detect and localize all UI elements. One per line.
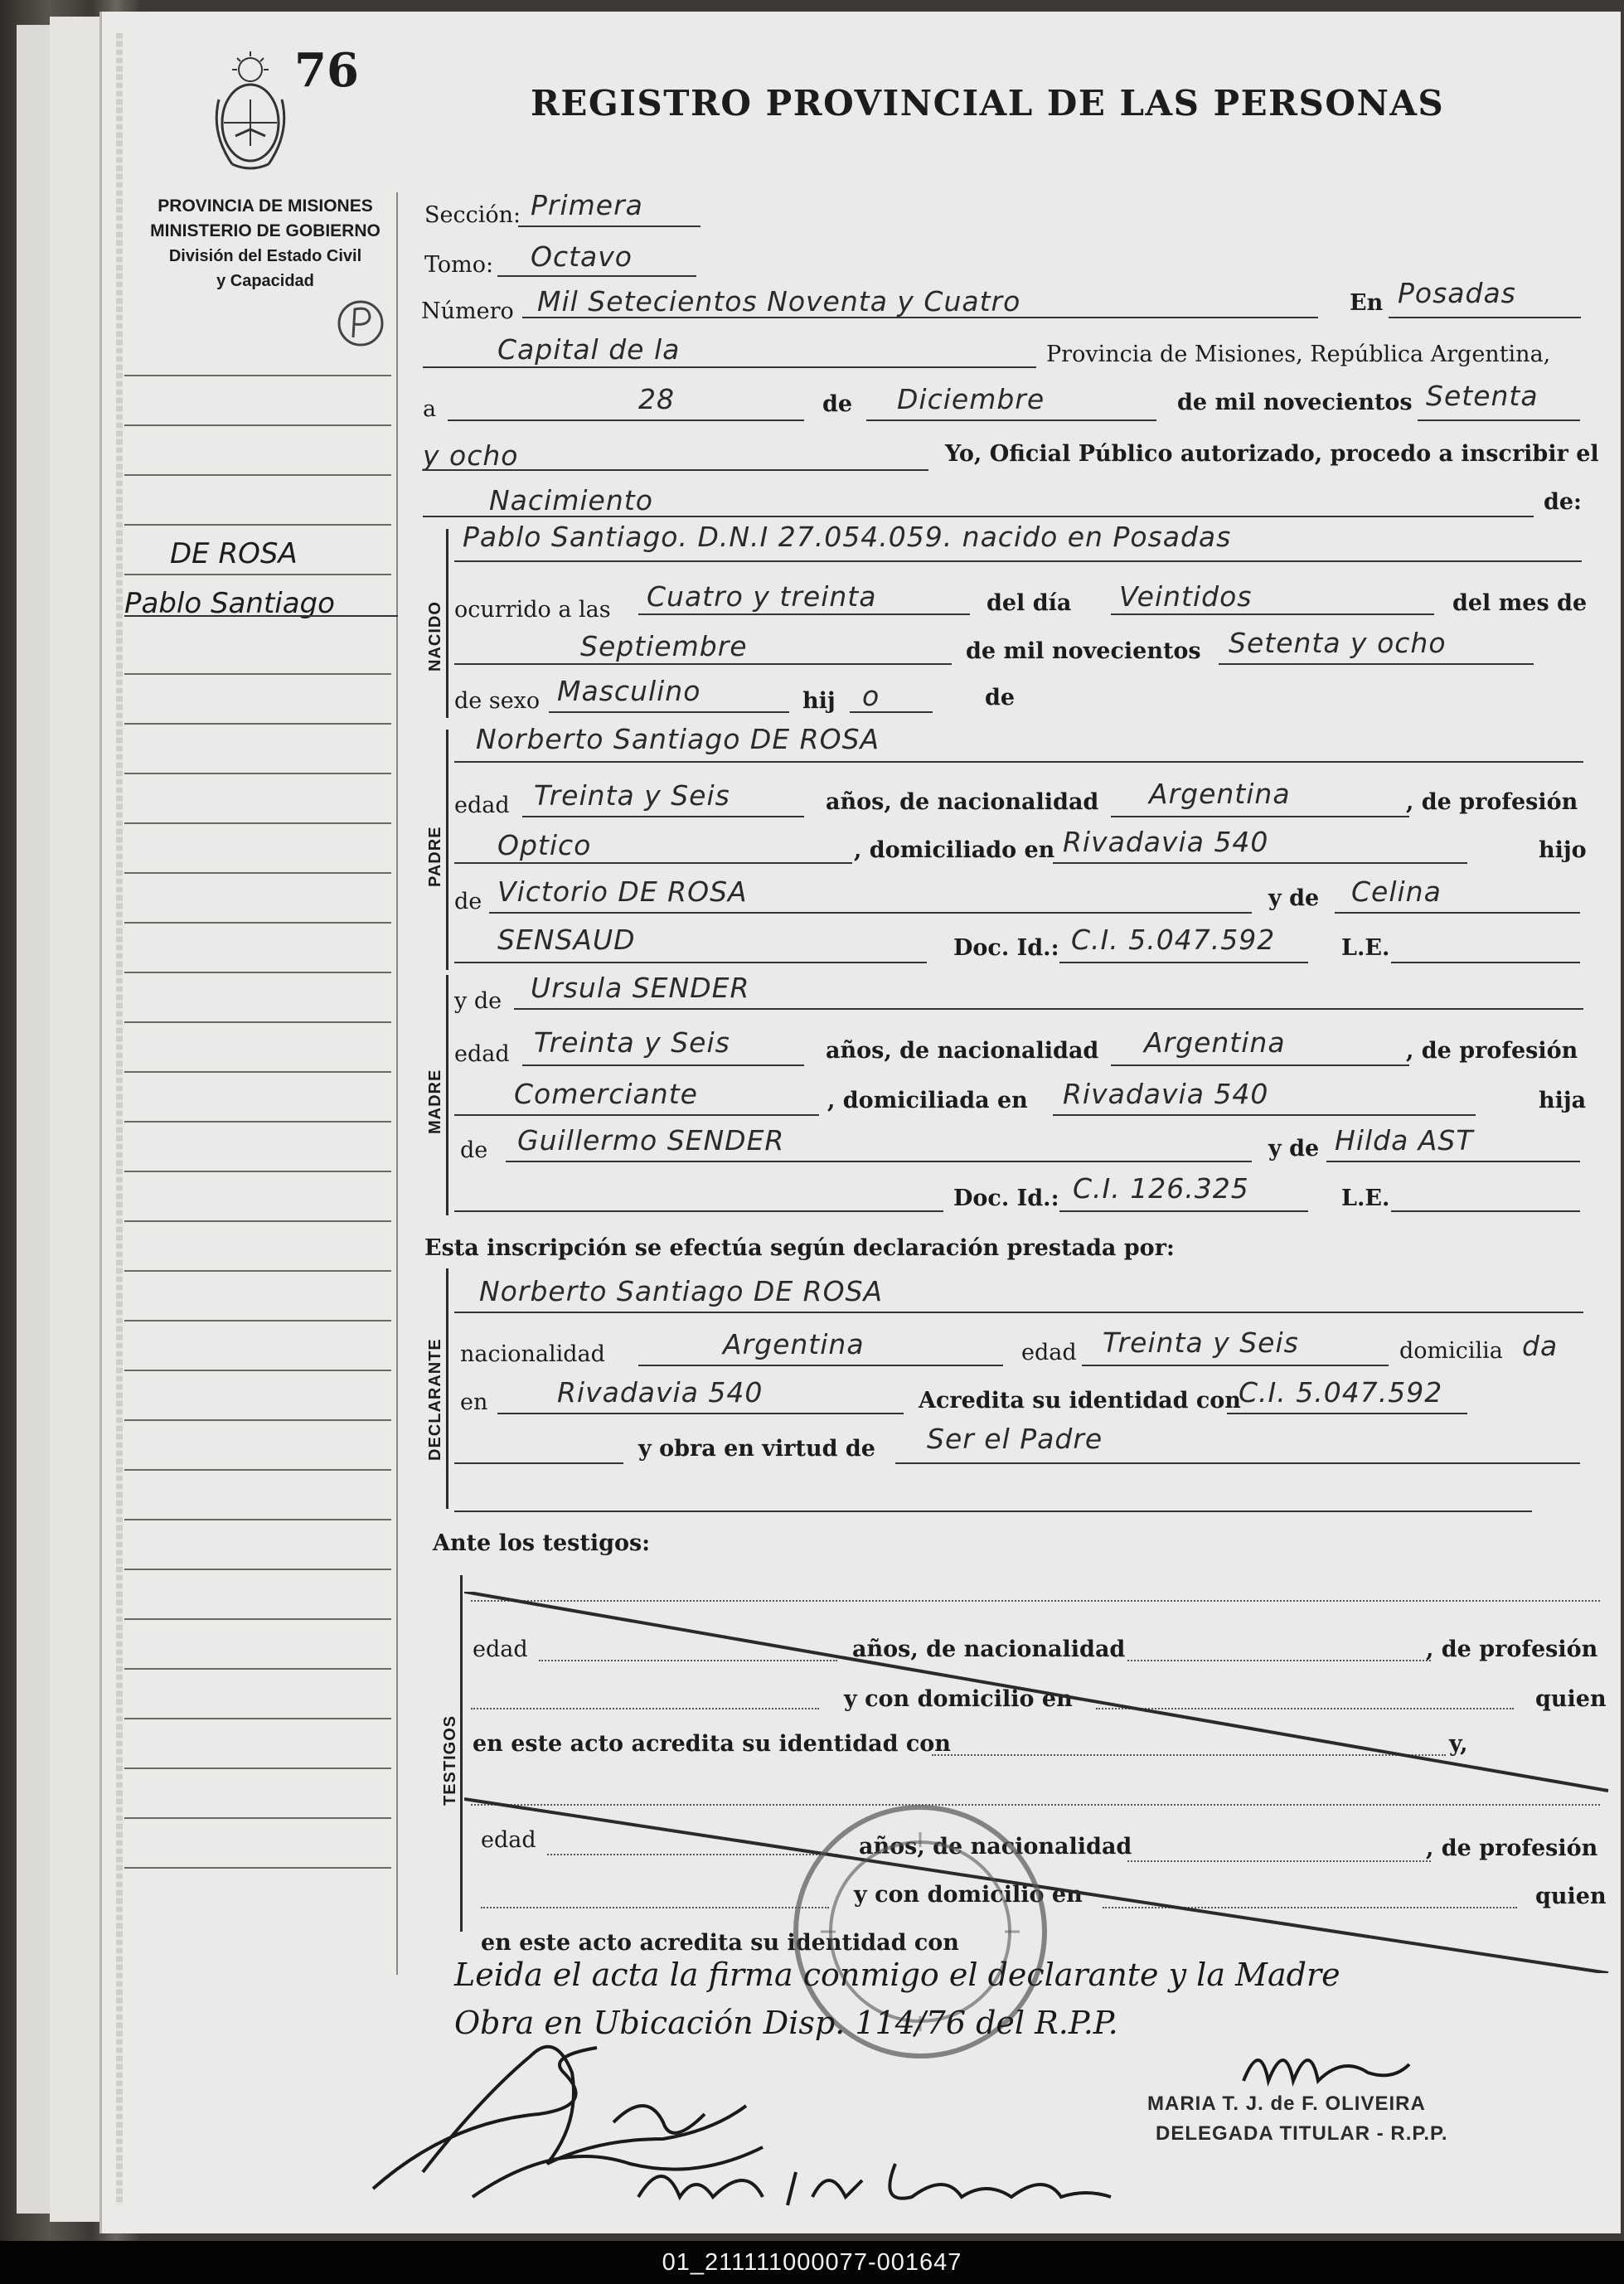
dia-nacimiento-line [1111, 613, 1434, 615]
document-title: REGISTRO PROVINCIAL DE LAS PERSONAS [531, 83, 1445, 124]
testigo-1-quien-label: quien [1535, 1686, 1607, 1712]
margin-name-underline [124, 615, 398, 617]
testigo-2-anios-label: años, de nacionalidad [859, 1834, 1132, 1860]
declarante-documento-line [1227, 1413, 1467, 1414]
madre-le-line [1391, 1210, 1580, 1212]
margin-rule [124, 424, 391, 426]
numero-value: Mil Setecientos Noventa y Cuatro [537, 285, 1021, 318]
madre-anios-label: años, de nacionalidad [826, 1038, 1099, 1064]
padre-madre-de-2: SENSAUD [497, 924, 636, 956]
padre-madre-de: Celina [1351, 875, 1442, 908]
madre-bracket [446, 975, 448, 1215]
margin-rule [124, 922, 391, 924]
declarante-edad-line [1082, 1365, 1389, 1366]
madre-profesion: Comerciante [514, 1078, 698, 1110]
dia-value: 28 [638, 383, 675, 415]
margin-rule [124, 723, 391, 725]
declarante-virtud: Ser el Padre [927, 1423, 1103, 1455]
padre-profesion: Optico [497, 829, 592, 861]
padre-padre-de-line [489, 912, 1252, 914]
margin-rule [124, 972, 391, 973]
margin-rule [124, 1768, 391, 1769]
signature-official-icon [1235, 2023, 1418, 2097]
testigo-1-y-label: y, [1449, 1731, 1468, 1757]
margin-rule [124, 1320, 391, 1321]
sexo-label: de sexo [454, 688, 541, 714]
anio-text: de mil novecientos [1177, 390, 1413, 415]
lugar-line [1389, 317, 1581, 318]
anio2-value: y ocho [423, 439, 519, 472]
numero-line [522, 317, 1318, 318]
padre-domicilio: Rivadavia 540 [1063, 826, 1269, 858]
margin-rule [124, 524, 391, 526]
madre-edad-line [522, 1064, 804, 1066]
testigo-2-domicilio-label: y con domicilio en [854, 1882, 1083, 1908]
madre-edad-label: edad [454, 1041, 510, 1067]
declarante-domicilia-label: domicilia [1399, 1338, 1503, 1364]
issuing-authority [133, 194, 398, 293]
mes-line [866, 419, 1156, 421]
madre-edad: Treinta y Seis [534, 1026, 730, 1059]
en-label: En [1350, 290, 1384, 316]
padre-padre-de: Victorio DE ROSA [497, 875, 748, 908]
lugar2-line [423, 366, 1036, 368]
margin-rule [124, 1618, 391, 1620]
madre-hija-label: hija [1539, 1088, 1587, 1113]
declarante-nombre-line [454, 1312, 1583, 1313]
testigo-1-profesion-label: , de profesión [1426, 1637, 1598, 1662]
margin-rule [124, 375, 391, 376]
declarante-obra-label: y obra en virtud de [638, 1436, 875, 1462]
declarante-virtud-line [895, 1462, 1580, 1464]
margin-rule [124, 773, 391, 774]
dia-nacimiento-value: Veintidos [1119, 580, 1253, 613]
madre-profesion-label: , de profesión [1406, 1038, 1578, 1064]
tomo-line [497, 275, 696, 277]
margin-rule [124, 822, 391, 824]
margin-rule [124, 673, 391, 675]
padre-nacionalidad-line [1111, 816, 1409, 817]
authority-line-3: División del Estado Civil [168, 247, 362, 265]
testigos-bracket [460, 1575, 463, 1932]
authority-line-4: y Capacidad [216, 272, 314, 290]
madre-madre-de: Hilda AST [1335, 1124, 1474, 1157]
declarante-nacionalidad: Argentina [723, 1328, 865, 1360]
nacido-de-label: de [985, 685, 1016, 710]
testigo-1-acredita-label: en este acto acredita su identidad con [473, 1731, 951, 1757]
padre-doc-label: Doc. Id.: [953, 935, 1059, 961]
margin-rule [124, 1419, 391, 1421]
mes-nacimiento-line [454, 663, 952, 665]
nota-line-1: Leida el acta la firma conmigo el declarante y la Madre [454, 1957, 1340, 1993]
nota-line-2: Obra en Ubicación Disp. 114/76 del R.P.P. [454, 2005, 1118, 2041]
margin-divider [396, 192, 398, 1975]
testigo-1-anios-label: años, de nacionalidad [852, 1637, 1126, 1662]
a-label: a [423, 396, 437, 422]
margin-given-names: Pablo Santiago [124, 587, 335, 620]
madre-profesion-line [454, 1114, 819, 1116]
tomo-value: Octavo [531, 240, 633, 273]
padre-de-label: de [454, 889, 482, 914]
madre-nombre-line [514, 1008, 1583, 1010]
margin-rule [124, 1718, 391, 1719]
madre-y-de-label-2: y de [1268, 1136, 1320, 1161]
declarante-nacionalidad-label: nacionalidad [460, 1341, 605, 1367]
hora-line [638, 613, 970, 615]
declarante-bottom-line [454, 1511, 1532, 1512]
madre-madre-de-line [1326, 1161, 1580, 1162]
madre-doc: C.I. 126.325 [1073, 1172, 1249, 1205]
declarante-edad-label: edad [1021, 1340, 1077, 1365]
padre-hijo-label: hijo [1539, 837, 1587, 863]
image-caption: 01_211111000077-001647 [0, 2241, 1624, 2284]
testigo-2-profesion-label: , de profesión [1426, 1835, 1598, 1861]
margin-rule [124, 1021, 391, 1023]
hijo-label: hij [802, 688, 836, 714]
testigo-1-edad-label: edad [473, 1637, 528, 1662]
declarante-domicilio-line [497, 1413, 904, 1414]
margin-rule [124, 1569, 391, 1570]
declarante-nombre: Norberto Santiago DE ROSA [479, 1275, 884, 1307]
handwritten-p-mark-icon [332, 294, 390, 352]
page-edge-stack [116, 33, 123, 2205]
margin-rule [124, 474, 391, 476]
padre-le-line [1391, 962, 1580, 963]
tomo-label: Tomo: [424, 252, 494, 278]
padre-madre-de-2-line [454, 962, 927, 963]
declarante-acredita-label: Acredita su identidad con [919, 1388, 1241, 1414]
anio2-line [423, 469, 928, 471]
del-dia-label: del día [987, 590, 1072, 616]
madre-padre-de: Guillermo SENDER [517, 1124, 785, 1157]
padre-domicilio-line [1053, 862, 1467, 864]
margin-rule [124, 574, 391, 575]
dia-line [448, 419, 804, 421]
oficial-text: Yo, Oficial Público autorizado, procedo a inscribir el [945, 441, 1599, 467]
madre-blank-line [454, 1210, 943, 1212]
margin-rule [124, 1817, 391, 1819]
declarante-intro: Esta inscripción se efectúa según declaración prestada por: [424, 1235, 1175, 1261]
anio-nacimiento-value: Setenta y ocho [1229, 627, 1447, 659]
madre-domicilio: Rivadavia 540 [1063, 1078, 1269, 1110]
lugar-value: Posadas [1398, 277, 1516, 309]
madre-domicilio-line [1053, 1114, 1476, 1116]
padre-nacionalidad: Argentina [1149, 778, 1291, 810]
margin-rule [124, 1469, 391, 1471]
hijo-line [850, 711, 933, 713]
testigo-1-domicilio-label: y con domicilio en [844, 1686, 1073, 1712]
authority-line-2: MINISTERIO DE GOBIERNO [150, 221, 381, 240]
madre-nacionalidad-line [1111, 1064, 1409, 1066]
margin-rule [124, 1370, 391, 1371]
sexo-line [549, 711, 789, 713]
testigos-side-label: TESTIGOS [441, 1714, 459, 1806]
signature-mother-icon [630, 2139, 1127, 2222]
del-mes-label: del mes de [1452, 590, 1588, 616]
padre-doc: C.I. 5.047.592 [1071, 924, 1276, 956]
madre-domiciliada-label: , domiciliada en [827, 1088, 1028, 1113]
madre-side-label: MADRE [426, 1069, 444, 1134]
declarante-side-label: DECLARANTE [426, 1338, 444, 1461]
testigo-2-quien-label: quien [1535, 1884, 1607, 1909]
nacido-bracket [446, 529, 448, 718]
sexo-value: Masculino [557, 675, 701, 707]
madre-padre-de-line [506, 1161, 1252, 1162]
declarante-blank-line [454, 1462, 623, 1464]
margin-rule [124, 1171, 391, 1172]
madre-doc-line [1059, 1210, 1308, 1212]
padre-edad: Treinta y Seis [534, 779, 730, 812]
declarante-domicilia-suffix: da [1522, 1330, 1559, 1362]
de-label: de [822, 391, 853, 417]
margin-rule [124, 1867, 391, 1869]
provincia-text: Provincia de Misiones, República Argentina, [1046, 342, 1551, 367]
declarante-nacionalidad-line [638, 1365, 1003, 1366]
margin-rule [124, 1121, 391, 1123]
de-colon-label: de: [1544, 489, 1583, 515]
padre-profesion-line [454, 862, 852, 864]
madre-nombre: Ursula SENDER [531, 972, 750, 1004]
margin-rule [124, 1519, 391, 1520]
margin-rule [124, 872, 391, 874]
hora-value: Cuatro y treinta [647, 580, 877, 613]
padre-anios-label: años, de nacionalidad [826, 789, 1099, 815]
anio-nacimiento-label: de mil novecientos [966, 638, 1201, 664]
madre-de-label: de [460, 1137, 488, 1163]
madre-y-de-label: y de [454, 988, 502, 1014]
padre-doc-line [1059, 962, 1308, 963]
margin-rule [124, 1220, 391, 1222]
official-title: DELEGADA TITULAR - R.P.P. [1156, 2122, 1448, 2145]
madre-le-label: L.E. [1341, 1186, 1390, 1211]
declarante-documento: C.I. 5.047.592 [1239, 1376, 1443, 1409]
seccion-line [518, 225, 701, 227]
padre-nombre: Norberto Santiago DE ROSA [476, 723, 880, 755]
mes-value: Diciembre [897, 383, 1045, 415]
margin-rule [124, 1071, 391, 1073]
anio-nacimiento-line [1219, 663, 1534, 665]
anio-value: Setenta [1426, 380, 1539, 412]
padre-side-label: PADRE [426, 826, 444, 887]
nacido-nombre-line [454, 560, 1582, 562]
padre-edad-label: edad [454, 793, 510, 818]
lugar2-value: Capital de la [497, 333, 681, 366]
authority-line-1: PROVINCIA DE MISIONES [158, 196, 373, 216]
padre-profesion-label: , de profesión [1406, 789, 1578, 815]
acto-value: Nacimiento [489, 484, 653, 516]
testigo-2-acredita-label: en este acto acredita su identidad con [481, 1930, 959, 1956]
padre-le-label: L.E. [1341, 935, 1390, 961]
padre-edad-line [522, 816, 804, 817]
anio-line [1418, 419, 1580, 421]
hijo-suffix: o [862, 680, 880, 712]
declarante-en-label: en [460, 1389, 488, 1415]
margin-rule [124, 1668, 391, 1670]
padre-y-de-label: y de [1268, 885, 1320, 911]
numero-label: Número [421, 298, 514, 324]
nacido-side-label: NACIDO [426, 601, 444, 672]
acto-line [423, 516, 1534, 517]
padre-nombre-line [454, 761, 1583, 763]
ocurrido-label: ocurrido a las [454, 597, 611, 623]
coat-of-arms-icon [207, 50, 294, 174]
declarante-domicilio: Rivadavia 540 [557, 1376, 764, 1409]
margin-rule [124, 1270, 391, 1272]
testigos-intro: Ante los testigos: [433, 1530, 651, 1556]
official-name: MARIA T. J. de F. OLIVEIRA [1147, 2092, 1426, 2115]
madre-doc-label: Doc. Id.: [953, 1186, 1059, 1211]
declarante-edad: Treinta y Seis [1103, 1326, 1299, 1359]
mes-nacimiento-value: Septiembre [580, 630, 748, 662]
seccion-value: Primera [531, 189, 643, 221]
seccion-label: Sección: [424, 202, 521, 228]
padre-madre-de-line [1335, 912, 1580, 914]
nacido-nombre: Pablo Santiago. D.N.I 27.054.059. nacido en Posadas [463, 521, 1232, 553]
margin-surname: DE ROSA [170, 537, 298, 570]
declarante-bracket [446, 1268, 448, 1509]
padre-bracket [446, 730, 448, 970]
folio-number: 76 [294, 43, 359, 98]
testigo-2-edad-label: edad [481, 1827, 536, 1853]
padre-domiciliado-label: , domiciliado en [854, 837, 1055, 863]
madre-nacionalidad: Argentina [1144, 1026, 1286, 1059]
